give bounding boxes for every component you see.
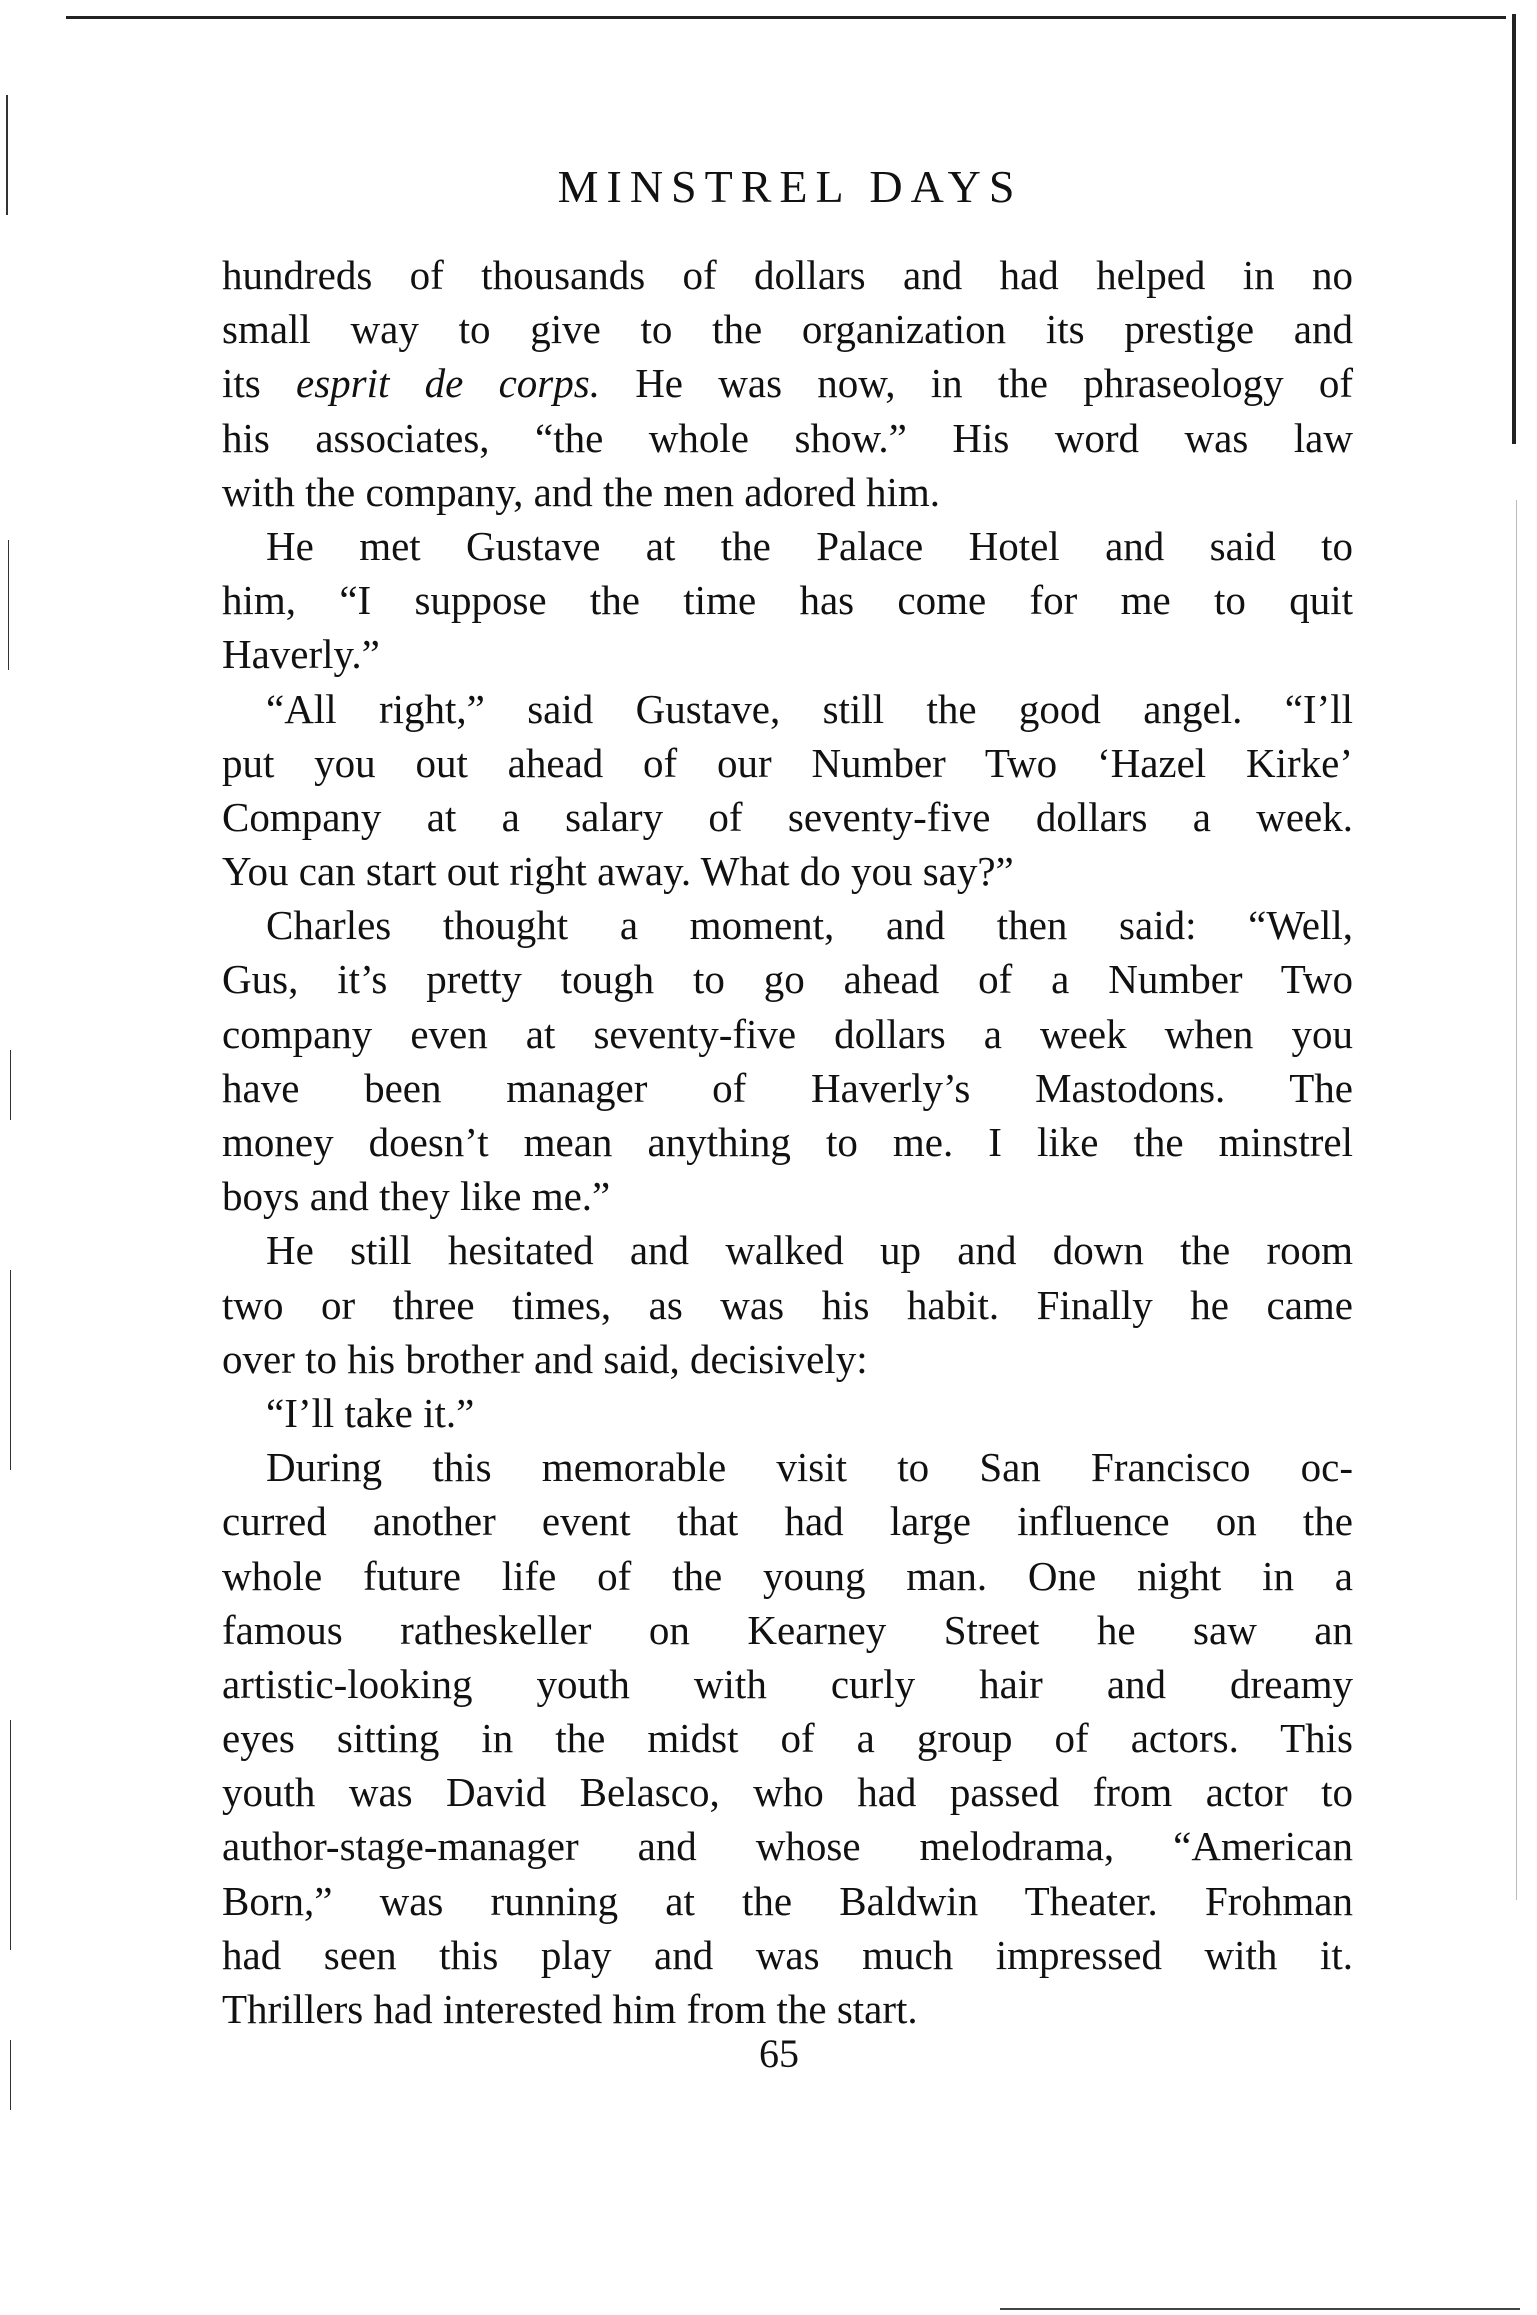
text-segment: over to his brother and said, decisively: xyxy=(222,1335,868,1382)
text-line xyxy=(222,1386,1353,1440)
text-segment: its xyxy=(222,360,296,407)
text-line xyxy=(222,1115,1353,1169)
text-line xyxy=(222,1874,1353,1928)
text-line xyxy=(222,1549,1353,1603)
text-line xyxy=(222,1711,1353,1765)
text-line xyxy=(222,411,1353,465)
text-segment: whole future life of the young man. One night in a xyxy=(222,1552,1353,1599)
text-line xyxy=(222,1494,1353,1548)
text-line xyxy=(222,356,1353,410)
text-segment: with the company, and the men adored him. xyxy=(222,468,941,515)
text-segment: put you out ahead of our Number Two ‘Hazel Kirke’ xyxy=(222,739,1353,786)
paragraph xyxy=(222,248,1353,519)
text-line xyxy=(222,1982,1353,2036)
text-segment: Company at a salary of seventy-five dollars a week. xyxy=(222,793,1353,840)
scan-edge-mark xyxy=(8,540,9,670)
scan-edge-mark xyxy=(10,1270,11,1470)
scan-edge-mark xyxy=(10,1720,11,1950)
paragraph xyxy=(222,1440,1353,2036)
text-line xyxy=(222,1278,1353,1332)
text-line xyxy=(222,1007,1353,1061)
text-segment: During this memorable visit to San Francisco oc- xyxy=(266,1444,1353,1491)
text-line xyxy=(222,1169,1353,1223)
text-segment: You can start out right away. What do you say?” xyxy=(222,848,1014,895)
text-segment: Born,” was running at the Baldwin Theater. Frohman xyxy=(222,1877,1353,1924)
paragraph xyxy=(222,519,1353,682)
text-segment: have been manager of Haverly’s Mastodons. The xyxy=(222,1064,1353,1111)
bottom-border-rule xyxy=(1000,2308,1520,2310)
text-segment: Gus, it’s pretty tough to go ahead of a Number Two xyxy=(222,956,1353,1003)
scan-edge-mark xyxy=(10,1050,11,1120)
text-segment: small way to give to the organization its prestige and xyxy=(222,306,1353,353)
text-segment: hundreds of thousands of dollars and had helped in no xyxy=(222,252,1353,298)
page-number: 65 xyxy=(759,2031,799,2076)
page-body-text xyxy=(222,248,1353,2036)
text-segment: author-stage-manager and whose melodrama, “American xyxy=(222,1823,1353,1870)
text-line xyxy=(222,1223,1353,1277)
text-segment: two or three times, as was his habit. Finally he came xyxy=(222,1281,1353,1328)
top-border-rule xyxy=(66,16,1506,19)
right-margin-line xyxy=(1516,500,1517,1900)
text-segment: “I’ll take it.” xyxy=(266,1389,475,1436)
text-line xyxy=(222,1928,1353,1982)
paragraph xyxy=(222,682,1353,899)
italic-phrase: esprit de corps. xyxy=(296,360,600,407)
text-segment: company even at seventy-five dollars a week when you xyxy=(222,1010,1353,1057)
text-line xyxy=(222,248,1353,302)
text-line xyxy=(222,1657,1353,1711)
text-line xyxy=(222,790,1353,844)
text-segment: He met Gustave at the Palace Hotel and said to xyxy=(266,522,1353,569)
text-line xyxy=(222,952,1353,1006)
text-segment: artistic-looking youth with curly hair and dreamy xyxy=(222,1660,1353,1707)
text-line xyxy=(222,465,1353,519)
text-segment: He still hesitated and walked up and down the room xyxy=(266,1227,1353,1274)
text-segment: “All right,” said Gustave, still the good angel. “I’ll xyxy=(266,685,1353,732)
paragraph xyxy=(222,898,1353,1223)
text-segment: He was now, in the phraseology of xyxy=(599,360,1353,407)
text-line xyxy=(222,1440,1353,1494)
text-line xyxy=(222,1061,1353,1115)
text-segment: him, “I suppose the time has come for me to quit xyxy=(222,577,1353,624)
paragraph xyxy=(222,1223,1353,1386)
paragraph xyxy=(222,1386,1353,1440)
text-segment: Charles thought a moment, and then said: “Well, xyxy=(266,902,1353,949)
text-segment: had seen this play and was much impressed with it. xyxy=(222,1931,1353,1978)
text-segment: Haverly.” xyxy=(222,631,380,678)
right-border-rule xyxy=(1512,14,1516,444)
text-segment: famous ratheskeller on Kearney Street he saw an xyxy=(222,1606,1353,1653)
text-segment: Thrillers had interested him from the start. xyxy=(222,1986,918,2032)
running-header: MINSTREL DAYS xyxy=(557,161,1023,212)
text-line xyxy=(222,573,1353,627)
text-line xyxy=(222,1765,1353,1819)
text-line xyxy=(222,1603,1353,1657)
text-segment: money doesn’t mean anything to me. I like the minstrel xyxy=(222,1119,1353,1165)
text-segment: boys and they like me.” xyxy=(222,1173,611,1220)
text-line xyxy=(222,844,1353,898)
text-line xyxy=(222,682,1353,736)
text-line xyxy=(222,1332,1353,1386)
text-segment: youth was David Belasco, who had passed from actor to xyxy=(222,1769,1353,1816)
text-line xyxy=(222,898,1353,952)
text-line xyxy=(222,736,1353,790)
text-line xyxy=(222,627,1353,681)
text-line xyxy=(222,302,1353,356)
text-segment: eyes sitting in the midst of a group of actors. This xyxy=(222,1715,1353,1762)
text-line xyxy=(222,519,1353,573)
text-segment: his associates, “the whole show.” His word was law xyxy=(222,414,1353,461)
text-line xyxy=(222,1819,1353,1873)
text-segment: curred another event that had large influence on the xyxy=(222,1498,1353,1545)
